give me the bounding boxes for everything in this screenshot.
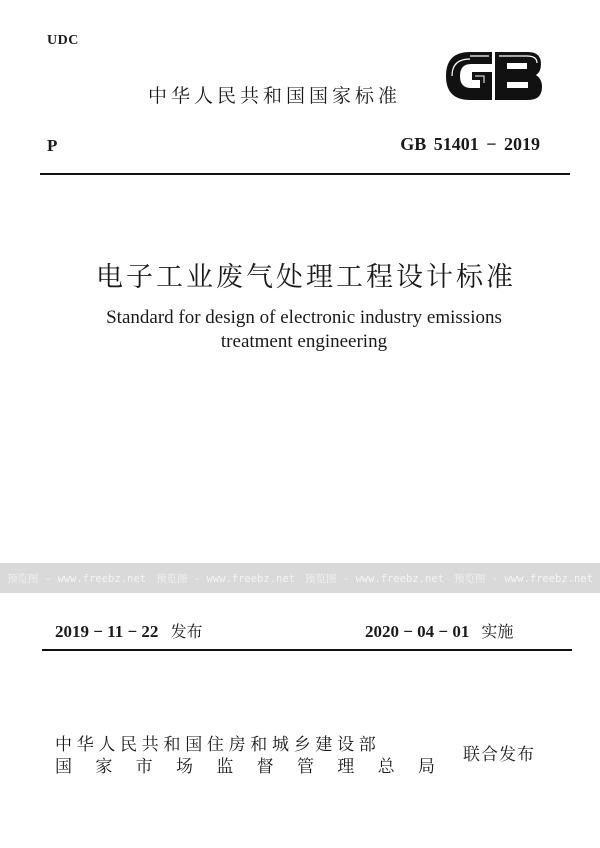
issue-label: 发布: [170, 622, 203, 641]
implementation-date: 2020 − 04 − 01: [365, 622, 470, 641]
issuer-char: 理: [337, 757, 355, 777]
watermark-text: 预览图 - www.freebz.net: [454, 572, 593, 585]
issuer-char: 局: [417, 757, 435, 777]
bottom-divider: [42, 649, 572, 651]
title-english-line1: Standard for design of electronic industry emissions: [106, 307, 502, 328]
top-divider: [40, 173, 570, 175]
national-standard-heading: 中华人民共和国国家标准: [148, 85, 402, 107]
watermark-text: 预览图 - www.freebz.net: [156, 572, 295, 585]
title-english-line2: treatment engineering: [220, 331, 388, 352]
issue-date: 2019 − 11 − 22: [55, 622, 159, 641]
issuer-char: 督: [256, 757, 274, 777]
issuer-char: 总: [377, 757, 395, 777]
implementation-date-block: [365, 619, 513, 642]
watermark-band: [0, 563, 600, 593]
joint-issue-label: 联合发布: [463, 745, 535, 765]
issuer-char: 场: [175, 757, 193, 777]
issuer-ministry: 中华人民共和国住房和城乡建设部: [55, 735, 381, 755]
watermark-text: 预览图 - www.freebz.net: [7, 572, 146, 585]
udc-label: UDC: [47, 33, 79, 48]
issue-date-block: [55, 619, 202, 642]
standard-number: GB 51401 − 2019: [400, 134, 540, 154]
issuer-char: 家: [95, 757, 113, 777]
issuer-char: 市: [135, 757, 153, 777]
watermark-text: 预览图 - www.freebz.net: [305, 572, 444, 585]
issuer-char: 国: [55, 757, 72, 777]
category-code: P: [47, 136, 58, 155]
issuer-market-regulation: [55, 752, 435, 777]
gb-logo-icon: [444, 50, 544, 102]
implementation-label: 实施: [481, 622, 514, 641]
issuer-char: 监: [216, 757, 234, 777]
issuer-char: 管: [296, 757, 314, 777]
title-chinese: 电子工业废气处理工程设计标准: [96, 262, 516, 293]
